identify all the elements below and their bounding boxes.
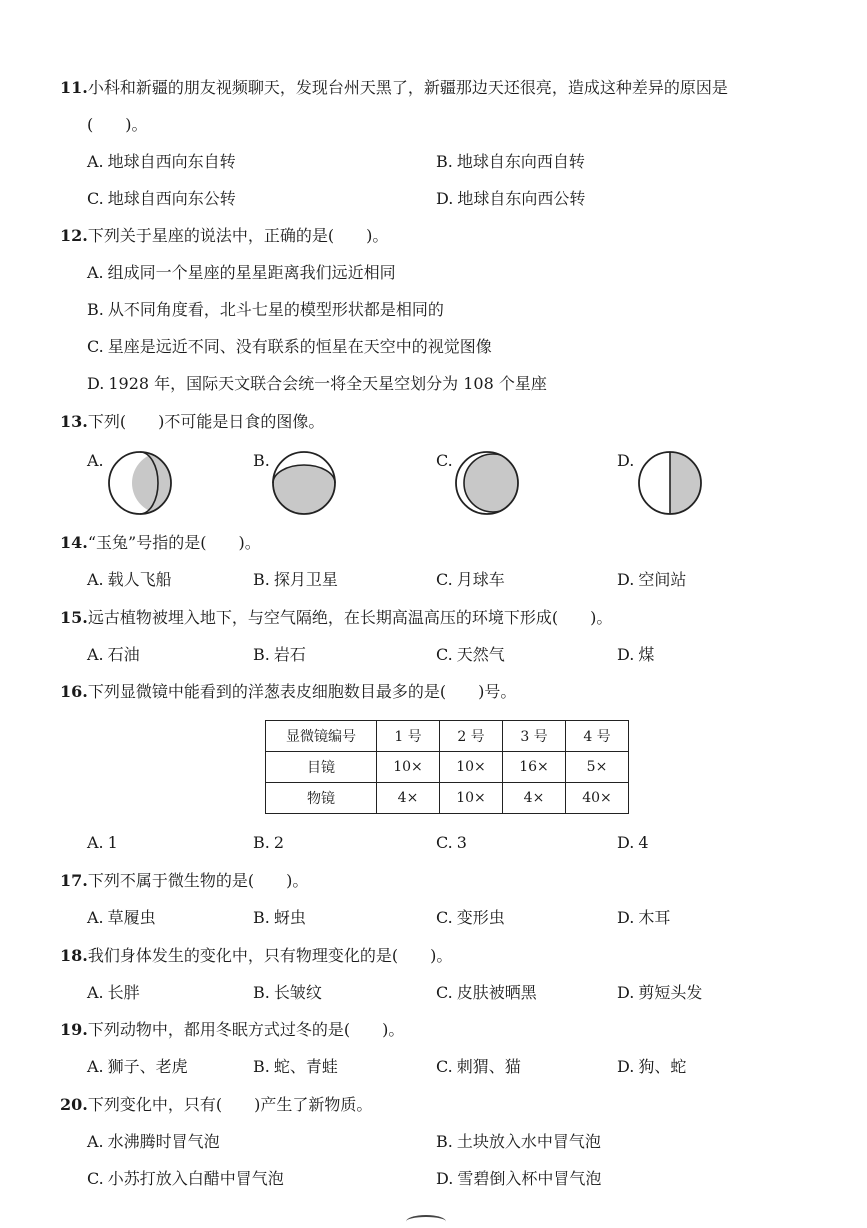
option-b[interactable]: B. 2 xyxy=(253,833,285,852)
option-a[interactable]: A. 狮子、老虎 xyxy=(87,1057,188,1076)
option-a[interactable]: A. 1 xyxy=(87,833,118,852)
question-17 xyxy=(60,870,308,892)
option-a[interactable]: A. 草履虫 xyxy=(87,908,156,927)
table-header-row xyxy=(266,721,629,752)
option-b[interactable]: B. 蚜虫 xyxy=(253,908,306,927)
question-stem: 下列变化中，只有( )产生了新物质。 xyxy=(87,1095,373,1114)
question-stem: 下列关于星座的说法中，正确的是( )。 xyxy=(87,226,389,245)
option-c[interactable]: C. 星座是远近不同、没有联系的恒星在天空中的视觉图像 xyxy=(87,337,492,356)
question-stem: 下列( )不可能是日食的图像。 xyxy=(87,412,325,431)
question-stem: 小科和新疆的朋友视频聊天，发现台州天黑了，新疆那边天还很亮，造成这种差异的原因是 xyxy=(87,78,728,97)
option-c[interactable]: C. 地球自西向东公转 xyxy=(87,189,236,208)
option-a[interactable]: A. 长胖 xyxy=(87,983,140,1002)
question-number: 18. xyxy=(60,946,88,965)
option-c[interactable]: C. 刺猬、猫 xyxy=(436,1057,521,1076)
option-c[interactable]: C. 天然气 xyxy=(436,645,505,664)
option-b[interactable]: B. 土块放入水中冒气泡 xyxy=(436,1132,601,1151)
option-d[interactable]: D. 1928 年，国际天文联合会统一将全天星空划分为 108 个星座 xyxy=(87,374,547,393)
question-stem: 下列动物中，都用冬眠方式过冬的是( )。 xyxy=(87,1020,405,1039)
eclipse-c-icon xyxy=(454,450,520,516)
option-c[interactable]: C. 变形虫 xyxy=(436,908,505,927)
option-d[interactable]: D. 雪碧倒入杯中冒气泡 xyxy=(436,1169,602,1188)
exam-page: 11.小科和新疆的朋友视频聊天，发现台州天黑了，新疆那边天还很亮，造成这种差异的原因是 ( )。 A. 地球自西向东自转 B. 地球自东向西自转 C. 地球自西向东公转 D. 地球自东向西公转 12.下列关于星座的说法中，正确的是( )。 A. 组成同一个星座的星星距离我们远近相同 B. 从不同角度看，北斗七星的模型形状都是相同的 C. 星座是远近不同、没有联系的恒星在天空中的视觉图像 D. 1928 年，国际天文联合会统一将全天星空划分为 108 个星座 13.下列( )不可能是日食的图像。 A. B. C. D. 14.“玉兔”号指的是( )。 A. 载人飞船 B. 探月卫星 C. 月球车 D. 空间站 15.远古植物被埋入地下，与空气隔绝，在长期高温高压的环境下形成( )。 A. 石油 B. 岩石 C. 天然气 D. 煤 16.下列显微镜中能看到的洋葱表皮细胞数目最多的是( )号。 显微镜编号 1 号 2 号 3 号 4 号 目镜 10× 10× 16× 5× 物镜 4× 10× 4× 40× A. 1 B. 2 C. 3 D. 4 17.下列不属于微生物的是( )。 A. 草履虫 B. 蚜虫 C. 变形虫 D. 木耳 18.我们身体发生的变化中，只有物理变化的是( )。 A. 长胖 B. 长皱纹 C. 皮肤被晒黑 D. 剪短头发 19.下列动物中，都用冬眠方式过冬的是( )。 A. 狮子、老虎 B. 蛇、青蛙 C. 刺猬、猫 D. 狗、蛇 20.下列变化中，只有( )产生了新物质。 A. 水沸腾时冒气泡 B. 土块放入水中冒气泡 C. 小苏打放入白醋中冒气泡 D. 雪碧倒入杯中冒气泡 xyxy=(0,0,867,1226)
table-header-cell: 1 号 xyxy=(377,721,440,752)
question-number: 15. xyxy=(60,608,88,627)
table-cell: 10× xyxy=(377,752,440,783)
question-stem: 远古植物被埋入地下，与空气隔绝，在长期高温高压的环境下形成( )。 xyxy=(87,608,613,627)
question-11 xyxy=(60,77,728,99)
option-c[interactable]: C. 皮肤被晒黑 xyxy=(436,983,537,1002)
option-d[interactable]: D. 4 xyxy=(617,833,649,852)
question-stem: 下列不属于微生物的是( )。 xyxy=(87,871,309,890)
question-16 xyxy=(60,681,516,703)
question-stem: 下列显微镜中能看到的洋葱表皮细胞数目最多的是( )号。 xyxy=(87,682,517,701)
table-cell: 4× xyxy=(503,783,566,814)
question-number: 19. xyxy=(60,1020,88,1039)
option-a[interactable]: A. 组成同一个星座的星星距离我们远近相同 xyxy=(87,263,396,282)
question-14 xyxy=(60,532,261,554)
question-15 xyxy=(60,607,612,629)
question-19 xyxy=(60,1019,404,1041)
table-header-cell: 3 号 xyxy=(503,721,566,752)
option-d[interactable]: D. 木耳 xyxy=(617,908,671,927)
table-cell: 10× xyxy=(440,752,503,783)
eclipse-d-icon xyxy=(637,450,703,516)
option-d[interactable]: D. 地球自东向西公转 xyxy=(436,189,586,208)
option-b[interactable]: B. 从不同角度看，北斗七星的模型形状都是相同的 xyxy=(87,300,444,319)
question-13 xyxy=(60,411,324,433)
option-c[interactable]: C. 月球车 xyxy=(436,570,505,589)
question-number: 14. xyxy=(60,533,88,552)
table-cell: 目镜 xyxy=(266,752,377,783)
option-a[interactable]: A. 地球自西向东自转 xyxy=(87,152,236,171)
table-cell: 4× xyxy=(377,783,440,814)
question-stem: 我们身体发生的变化中，只有物理变化的是( )。 xyxy=(87,946,453,965)
option-a[interactable]: A. 水沸腾时冒气泡 xyxy=(87,1132,220,1151)
option-a[interactable]: A. 载人飞船 xyxy=(87,570,172,589)
table-cell: 物镜 xyxy=(266,783,377,814)
question-number: 20. xyxy=(60,1095,88,1114)
option-b[interactable]: B. 蛇、青蛙 xyxy=(253,1057,338,1076)
question-number: 16. xyxy=(60,682,88,701)
question-18 xyxy=(60,945,452,967)
question-stem: “玉兔”号指的是( )。 xyxy=(87,533,261,552)
option-b[interactable]: B. 长皱纹 xyxy=(253,983,322,1002)
question-20 xyxy=(60,1094,372,1116)
eclipse-b-icon xyxy=(271,450,337,516)
option-d[interactable]: D. 狗、蛇 xyxy=(617,1057,687,1076)
option-b[interactable]: B. 地球自东向西自转 xyxy=(436,152,585,171)
option-b[interactable]: B. 探月卫星 xyxy=(253,570,338,589)
option-c[interactable]: C. 小苏打放入白醋中冒气泡 xyxy=(87,1169,284,1188)
table-cell: 40× xyxy=(566,783,629,814)
table-row xyxy=(266,783,629,814)
question-number: 11. xyxy=(60,78,88,97)
table-cell: 10× xyxy=(440,783,503,814)
table-cell: 16× xyxy=(503,752,566,783)
table-row xyxy=(266,752,629,783)
option-b[interactable]: B. 岩石 xyxy=(253,645,306,664)
option-d[interactable]: D. 空间站 xyxy=(617,570,687,589)
option-d[interactable]: D. 煤 xyxy=(617,645,655,664)
option-d[interactable]: D. 剪短头发 xyxy=(617,983,703,1002)
option-a[interactable]: A. 石油 xyxy=(87,645,140,664)
microscope-table xyxy=(265,720,629,814)
question-number: 17. xyxy=(60,871,88,890)
table-cell: 5× xyxy=(566,752,629,783)
table-header-cell: 4 号 xyxy=(566,721,629,752)
question-stem-continuation: ( )。 xyxy=(87,115,148,134)
table-header-cell: 显微镜编号 xyxy=(266,721,377,752)
page-footer-mark xyxy=(406,1215,446,1228)
eclipse-a-icon xyxy=(107,450,173,516)
question-12 xyxy=(60,225,388,247)
option-c[interactable]: C. 3 xyxy=(436,833,467,852)
table-header-cell: 2 号 xyxy=(440,721,503,752)
question-number: 13. xyxy=(60,412,88,431)
question-number: 12. xyxy=(60,226,88,245)
